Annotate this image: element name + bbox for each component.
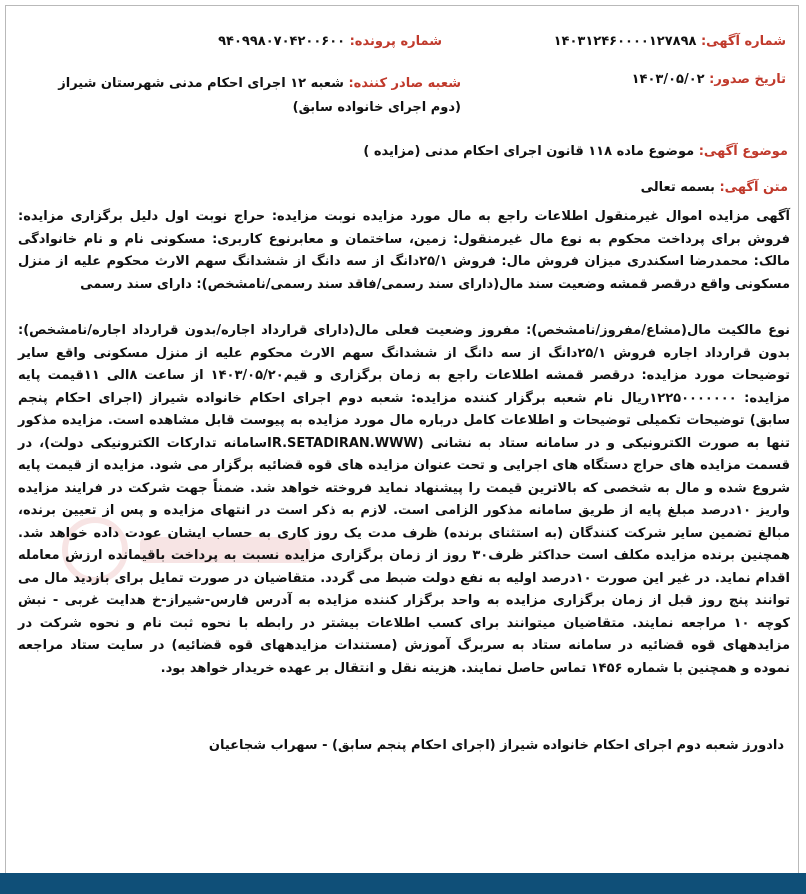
issue-date-value: ۱۴۰۳/۰۵/۰۲	[631, 72, 705, 87]
subject-value: موضوع ماده ۱۱۸ قانون اجرای احکام مدنی (مزایده )	[363, 144, 695, 159]
notice-paragraph-1: آگهی مزایده اموال غیرمنقول اطلاعات راجع به مال مورد مزایده نوبت مزایده: حراج نوبت اول دلیل برگزاری مزایده: فروش برای پرداخت محکوم به نوع مال غیرمنقول: زمین، ساختمان و معابرنوع کاربری: مسکونی نام و نام خانوادگی مالک: محمدرضا اسکندری میزان فروش مال: فروش ۲۵/۱دانگ از سه دانگ از ششدانگ سهم الارث محکوم علیه از منزل مسکونی واقع درقصر قمشه وضعیت سند مال(دارای سند رسمی/فاقد سند رسمی/نامشخص): دارای سند رسمی	[18, 209, 790, 292]
issue-date-label: تاریخ صدور:	[709, 72, 786, 87]
file-number-value: ۹۴۰۹۹۸۰۷۰۴۲۰۰۶۰۰	[218, 34, 346, 49]
ad-number	[554, 34, 786, 49]
issue-date	[632, 72, 786, 87]
signature-line: دادورز شعبه دوم اجرای احکام خانواده شیراز (اجرای احکام پنجم سابق) - سهراب شجاعیان	[208, 738, 784, 753]
body-label: متن آگهی:	[719, 180, 788, 195]
file-number	[218, 34, 442, 49]
notice-subject	[363, 144, 788, 159]
body-opening: بسمه تعالی	[640, 180, 715, 195]
subject-label: موضوع آگهی:	[698, 144, 788, 159]
issuing-branch-label: شعبه صادر کننده:	[348, 76, 461, 91]
issuing-branch	[31, 72, 461, 120]
ad-number-label: شماره آگهی:	[700, 34, 786, 49]
issuing-branch-value: شعبه ۱۲ اجرای احکام مدنی شهرستان شیراز (دوم اجرای خانواده سابق)	[58, 76, 461, 115]
file-number-label: شماره پرونده:	[349, 34, 442, 49]
notice-body-heading	[641, 180, 788, 195]
ad-number-value: ۱۴۰۳۱۲۴۶۰۰۰۰۱۲۷۸۹۸	[553, 34, 697, 49]
notice-paragraph-2: نوع مالکیت مال(مشاع/مفروز/نامشخص): مفروز وضعیت فعلی مال(دارای قرارداد اجاره/بدون قرارداد اجاره/نامشخص): بدون قرارداد اجاره فروش ۲۵/۱دانگ از سه دانگ از ششدانگ سهم الارث محکوم علیه از منزل مسکونی واقع سایر توضیحات مورد مزایده: درقصر قمشه اطلاعات راجع به زمان برگزاری و قیم۱۴۰۳/۰۵/۲۰ از ساعت ۸الی ۱۱قیمت پایه مزایده: ۱۲۲۵۰۰۰۰۰۰۰ریال نام شعبه برگزار کننده مزایده: شعبه دوم اجرای احکام خانواده شیراز (اجرای احکام پنجم سابق) توضیحات تکمیلی توضیحات و اطلاعات کامل درباره مال مورد مزایده به پیوست قابل مشاهده است. مزایده مذکور تنها به صورت الکترونیکی و در سامانه ستاد به نشانی (IR.SETADIRAN.WWWسامانه تدارکات الکترونیکی دولت)، در قسمت مزایده های حراج دستگاه های اجرایی و تحت عنوان مزایده های قوه قضائیه برگزار می شود. مزایده از قیمت پایه شروع شده و مال به شخصی که بالاترین قیمت را پیشنهاد نماید فروخته خواهد شد. ضمناً جهت شرکت در فرایند مزایده واریز ۱۰درصد مبلغ پایه از طریق سامانه مذکور الزامی است. لازم به ذکر است در انتهای مزایده و پس از تعیین برنده، مبالغ تضمین سایر شرکت کنندگان (به استثنای برنده) ظرف مدت یک روز کاری به حساب ایشان عودت داده خواهد شد. همچنین برنده مزایده مکلف است حداکثر ظرف۳۰ روز از زمان برگزاری مزایده نسبت به پرداخت باقیمانده ارزش معامله اقدام نماید. در غیر این صورت ۱۰درصد اولیه به نفع دولت ضبط می گردد. متقاضیان در صورت تمایل برای بازدید مال می توانند پنج روز قبل از زمان برگزاری مزایده به واحد برگزار کننده مزایده به آدرس فارس-شیراز-خ هدایت غربی - نبش کوچه ۱۰ مراجعه نمایند. متقاضیان میتوانند برای کسب اطلاعات بیشتر در رابطه با نحوه ثبت نام و نحوه شرکت در مزایدههای قوه قضائیه در سامانه ستاد به سربرگ آموزش (مستندات مزایدههای قوه قضائیه) در سایت ستاد مراجعه نموده و همچنین با شماره ۱۴۵۶ تماس حاصل نمایند. هزینه نقل و انتقال بر عهده خریدار خواهد بود.	[18, 323, 791, 676]
footer-bar	[0, 873, 806, 894]
